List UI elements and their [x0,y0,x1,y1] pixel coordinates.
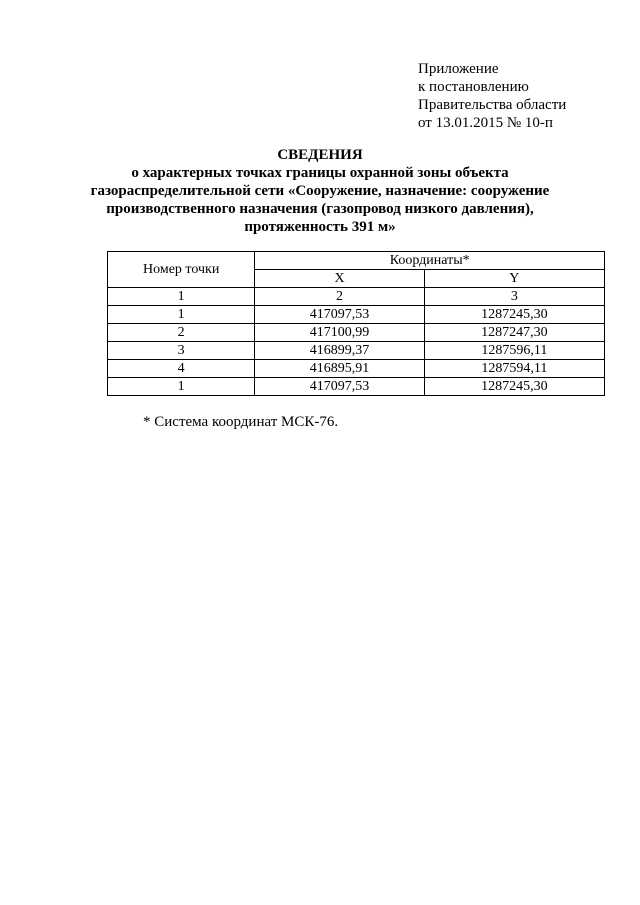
annex-line: Приложение [418,61,499,77]
title-line: протяженность 391 м» [244,219,396,235]
y-coordinate-cell: 1287596,11 [424,342,604,360]
title-line: производственного назначения (газопровод низкого давления), [106,201,534,217]
table-row [108,360,605,378]
table-header-row [108,252,605,270]
header-x: X [255,270,424,288]
table-cell: 3 [424,288,604,306]
x-coordinate-cell: 417100,99 [255,324,424,342]
annex-block [418,60,566,132]
table-row [108,378,605,396]
coordinate-system-footnote: * Система координат МСК-76. [143,414,339,430]
point-number-cell: 3 [108,342,255,360]
annex-line: Правительства области [418,97,567,113]
header-point-number: Номер точки [108,252,255,288]
point-number-cell: 4 [108,360,255,378]
table-cell: 2 [255,288,424,306]
x-coordinate-cell: 417097,53 [255,306,424,324]
y-coordinate-cell: 1287247,30 [424,324,604,342]
point-number-cell: 2 [108,324,255,342]
coordinates-table [107,251,605,396]
annex-line: к постановлению [418,79,529,95]
table-index-row [108,288,605,306]
x-coordinate-cell: 416895,91 [255,360,424,378]
y-coordinate-cell: 1287245,30 [424,306,604,324]
title-line: газораспределительной сети «Сооружение, назначение: сооружение [90,183,550,199]
y-coordinate-cell: 1287594,11 [424,360,604,378]
point-number-cell: 1 [108,306,255,324]
title-line: о характерных точках границы охранной зоны объекта [131,165,509,181]
y-coordinate-cell: 1287245,30 [424,378,604,396]
x-coordinate-cell: 416899,37 [255,342,424,360]
x-coordinate-cell: 417097,53 [255,378,424,396]
document-title [0,146,640,236]
table-row [108,342,605,360]
header-y: Y [424,270,604,288]
table-row [108,306,605,324]
table-row [108,324,605,342]
header-coordinates: Координаты* [255,252,605,270]
title-heading: СВЕДЕНИЯ [277,147,363,163]
table-cell: 1 [108,288,255,306]
point-number-cell: 1 [108,378,255,396]
annex-line: от 13.01.2015 № 10-п [418,115,553,131]
